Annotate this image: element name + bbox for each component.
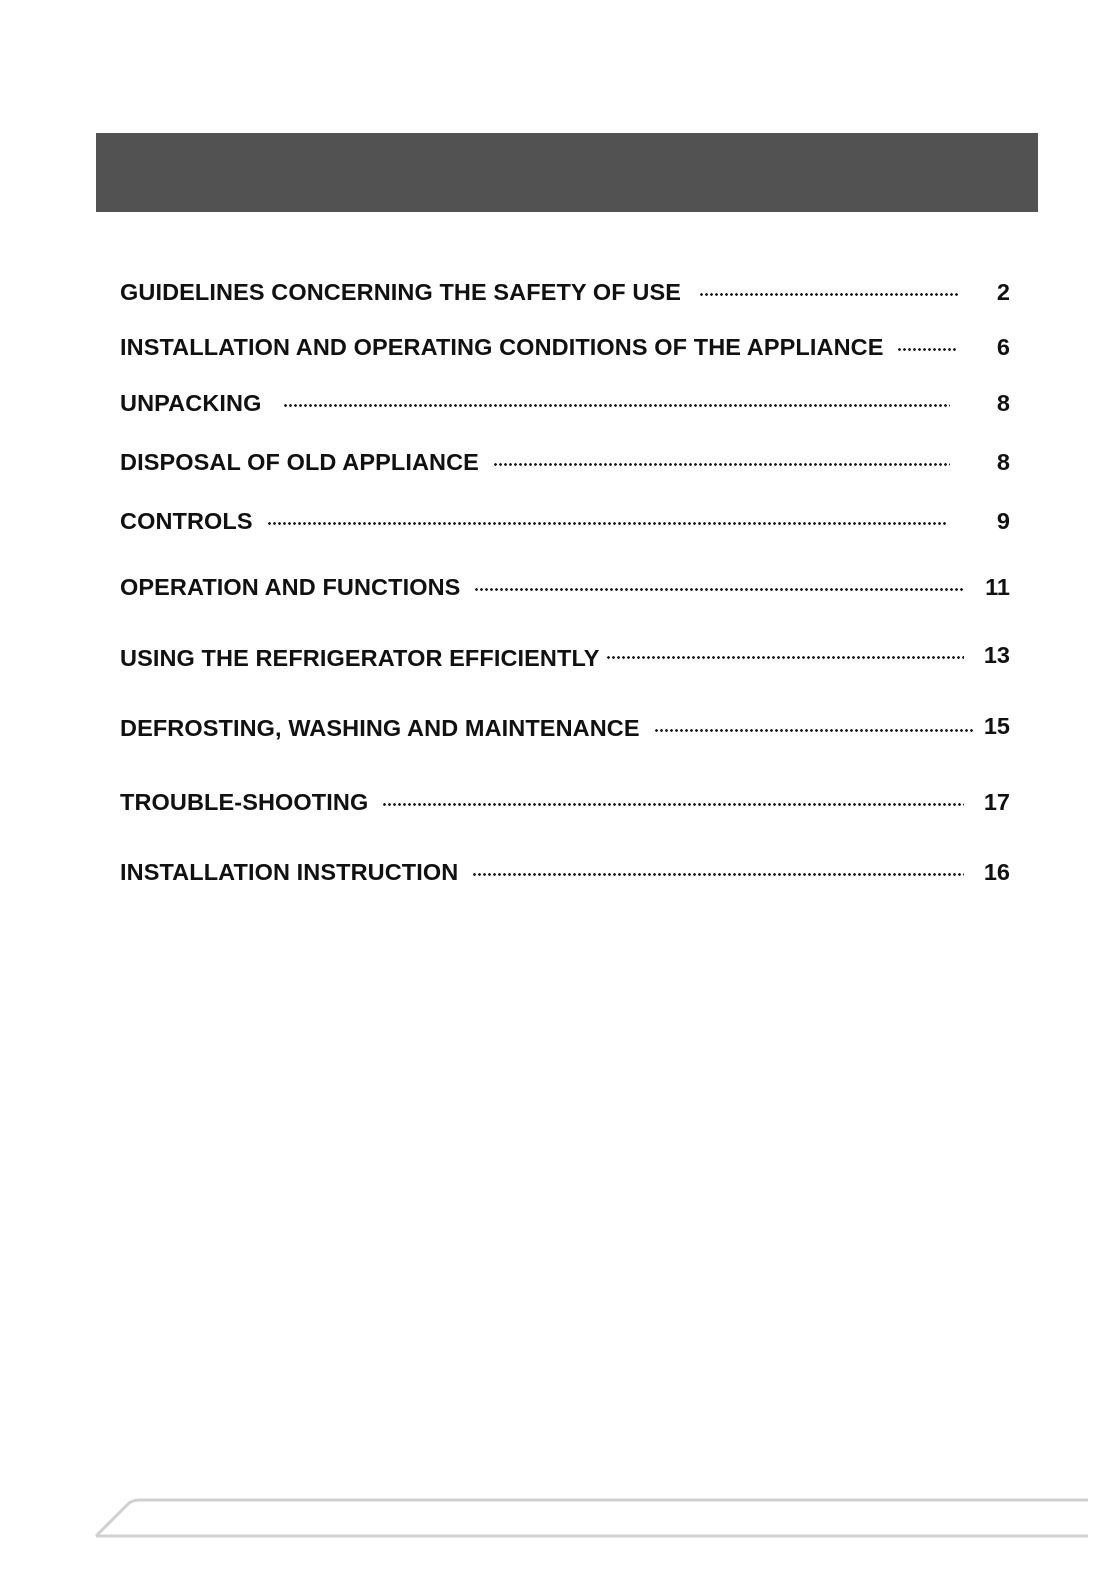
toc-entry-title: UNPACKING	[120, 389, 262, 416]
toc-entry-title: USING THE REFRIGERATOR EFFICIENTLY	[120, 644, 600, 671]
toc-entry-title: TROUBLE-SHOOTING	[120, 788, 369, 815]
toc-entry-title: DEFROSTING, WASHING AND MAINTENANCE	[120, 714, 640, 741]
toc-entry-defrosting[interactable]	[120, 713, 1010, 743]
dot-leader	[283, 404, 950, 407]
dot-leader	[654, 729, 974, 732]
dot-leader	[472, 873, 964, 876]
dot-leader	[699, 293, 958, 296]
toc-entry-operation[interactable]	[120, 572, 1010, 602]
toc-entry-installation-conditions[interactable]	[120, 332, 1010, 362]
toc-entry-title: OPERATION AND FUNCTIONS	[120, 573, 461, 600]
toc-entry-title: DISPOSAL OF OLD APPLIANCE	[120, 448, 479, 475]
toc-entry-title: GUIDELINES CONCERNING THE SAFETY OF USE	[120, 278, 681, 305]
toc-entry-controls[interactable]	[120, 506, 1010, 536]
toc-entry-safety[interactable]	[120, 277, 1010, 307]
dot-leader	[474, 588, 964, 591]
toc-entry-trouble-shooting[interactable]	[120, 787, 1010, 817]
dot-leader	[267, 522, 946, 525]
toc-entry-page: 9	[996, 507, 1010, 534]
toc-entry-title: INSTALLATION INSTRUCTION	[120, 858, 459, 885]
toc-entry-page: 15	[983, 712, 1010, 739]
table-of-contents	[120, 0, 1010, 900]
toc-entry-page: 13	[983, 641, 1010, 668]
toc-entry-installation-instruction[interactable]	[120, 857, 1010, 887]
dot-leader	[382, 803, 964, 806]
toc-entry-page: 8	[996, 448, 1010, 475]
toc-entry-disposal[interactable]	[120, 447, 1010, 477]
toc-entry-page: 17	[983, 788, 1010, 815]
toc-entry-page: 11	[985, 573, 1010, 600]
toc-entry-page: 6	[996, 333, 1010, 360]
toc-entry-page: 2	[996, 278, 1010, 305]
toc-entry-title: INSTALLATION AND OPERATING CONDITIONS OF THE APPLIANCE	[120, 333, 884, 360]
dot-leader	[606, 656, 964, 659]
toc-entry-page: 8	[996, 389, 1010, 416]
footer-swoosh-decoration	[0, 1490, 1108, 1550]
toc-entry-page: 16	[983, 858, 1010, 885]
dot-leader	[897, 348, 958, 351]
dot-leader	[493, 463, 950, 466]
toc-entry-efficiency[interactable]	[120, 643, 1010, 673]
toc-entry-unpacking[interactable]	[120, 388, 1010, 418]
toc-entry-title: CONTROLS	[120, 507, 253, 534]
